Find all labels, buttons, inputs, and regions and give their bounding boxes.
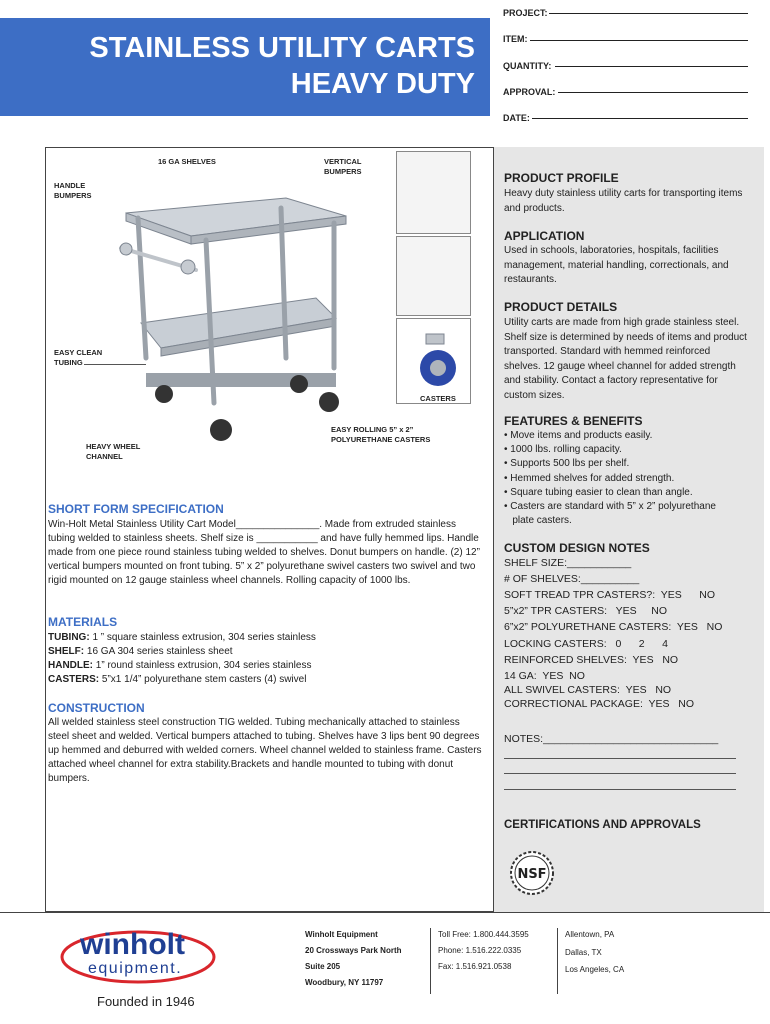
- callout-vertical-bumpers: VERTICAL BUMPERS: [324, 157, 362, 176]
- title-line-2: HEAVY DUTY: [290, 68, 475, 100]
- custom-line-shelf-size: SHELF SIZE:___________: [504, 557, 632, 569]
- location-allentown: Allentown, PA: [565, 930, 615, 939]
- features-list: [504, 429, 749, 528]
- date-label: DATE:: [503, 113, 530, 123]
- custom-line-locking: LOCKING CASTERS: 0 2 4: [504, 638, 668, 650]
- fax: Fax: 1.516.921.0538: [438, 962, 512, 971]
- custom-design-heading: CUSTOM DESIGN NOTES: [504, 541, 650, 555]
- short-form-text: Win-Holt Metal Stainless Utility Cart Model_______________. Made from extruded stainless tubing welded to stainless sheets. Shelf size is ___________ and have fully hemmed lips. Handle made from one piece round stainless tubing welded to shelves. Donut bumpers on handle. (2) 12” vertical bumpers mounted on front tubing. 5” x 2” polyurethane swivel casters two swivel and two rigid mounted on 12 gauge stainless wheel channels. Rolling capacity of 1000 lbs.: [48, 519, 480, 586]
- footer-separator: [557, 928, 558, 994]
- callout-handle-bumpers: HANDLE BUMPERS: [54, 181, 92, 200]
- custom-line-14ga: 14 GA: YES NO: [504, 670, 585, 682]
- callout-casters: CASTERS: [420, 394, 456, 403]
- location-los-angeles: Los Angeles, CA: [565, 965, 625, 974]
- short-form-heading: SHORT FORM SPECIFICATION: [48, 502, 224, 516]
- address-city: Woodbury, NY 11797: [305, 978, 384, 987]
- location-dallas: Dallas, TX: [565, 948, 602, 957]
- features-heading: FEATURES & BENEFITS: [504, 414, 643, 428]
- address-suite: Suite 205: [305, 962, 341, 971]
- callout-16ga-shelves: 16 GA SHELVES: [158, 157, 216, 166]
- quantity-field[interactable]: [555, 66, 748, 67]
- custom-line-shelves: # OF SHELVES:__________: [504, 573, 640, 585]
- notes-line[interactable]: [504, 789, 736, 790]
- custom-line-reinforced: REINFORCED SHELVES: YES NO: [504, 654, 679, 666]
- footer-divider: [0, 912, 770, 913]
- address-company: Winholt Equipment: [305, 930, 378, 939]
- product-details-heading: PRODUCT DETAILS: [504, 300, 618, 314]
- title-line-1: STAINLESS UTILITY CARTS: [89, 32, 475, 64]
- product-details-text: Utility carts are made from high grade stainless steel. Shelf size is determined by needs of items and product transported. Standard with hemmed reinforced shelves. 12 gauge wheel channel for added strength and stability. Contact a factory representative for custom sizes.: [504, 317, 747, 401]
- quantity-label: QUANTITY:: [503, 61, 552, 71]
- feature-item: • Hemmed shelves for added strength.: [504, 472, 675, 484]
- product-profile-heading: PRODUCT PROFILE: [504, 171, 619, 185]
- callout-heavy-wheel-channel: HEAVY WHEEL CHANNEL: [86, 442, 141, 461]
- callout-line-tubing: [84, 364, 146, 365]
- feature-item: plate casters.: [504, 515, 572, 527]
- project-field[interactable]: [549, 13, 748, 14]
- phone: Phone: 1.516.222.0335: [438, 946, 522, 955]
- cart-thumbnail-two-shelf: [396, 151, 471, 234]
- feature-item: • Supports 500 lbs per shelf.: [504, 458, 630, 470]
- materials-shelf: SHELF: 16 GA 304 series stainless sheet: [48, 646, 233, 657]
- custom-line-all-swivel: ALL SWIVEL CASTERS: YES NO: [504, 684, 672, 696]
- item-field[interactable]: [530, 40, 748, 41]
- application-heading: APPLICATION: [504, 229, 585, 243]
- notes-label: NOTES:______________________________: [504, 733, 719, 745]
- construction-heading: CONSTRUCTION: [48, 701, 145, 715]
- custom-line-correctional: CORRECTIONAL PACKAGE: YES NO: [504, 698, 695, 710]
- feature-item: • Square tubing easier to clean than angle.: [504, 486, 693, 498]
- cart-thumbnail-three-shelf: [396, 236, 471, 316]
- feature-item: • Move items and products easily.: [504, 430, 653, 441]
- materials-tubing: TUBING: 1 ” square stainless extrusion, 304 series stainless: [48, 632, 316, 643]
- nsf-logo-text: NSF: [517, 867, 547, 882]
- page-title: [20, 30, 475, 102]
- materials-heading: MATERIALS: [48, 615, 118, 629]
- item-label: ITEM:: [503, 34, 528, 44]
- notes-line[interactable]: [504, 758, 736, 759]
- custom-line-soft-tread: SOFT TREAD TPR CASTERS?: YES NO: [504, 589, 716, 601]
- winholt-logo-word: winholt: [80, 928, 185, 961]
- construction-text: All welded stainless steel construction TIG welded. Tubing mechanically attached to stainless steel sheet and welded. Vertical bumpers attached to tubing. Shelves have 3 lips bent 90 degrees up hemmed and deburred with welded corners. Wheel channel welded to stainless frame. Casters attached wheel channel for extra stability.Brackets and handle mounted to tubing with donut bumpers.: [48, 717, 482, 784]
- nsf-logo: [509, 850, 555, 896]
- materials-casters: CASTERS: 5”x1 1/4” polyurethane stem casters (4) swivel: [48, 674, 307, 685]
- address-street: 20 Crossways Park North: [305, 946, 402, 955]
- cart-photo-area: [46, 148, 493, 495]
- custom-line-poly-casters: 6”x2” POLYURETHANE CASTERS: YES NO: [504, 621, 723, 633]
- equipment-logo-word: equipment.: [88, 960, 183, 977]
- caster-thumbnail: [396, 318, 471, 404]
- founded-text: Founded in 1946: [97, 994, 195, 1009]
- project-label: PROJECT:: [503, 8, 548, 18]
- callout-easy-clean-tubing: EASY CLEAN TUBING: [54, 348, 103, 367]
- materials-list: [48, 631, 483, 687]
- approval-field[interactable]: [558, 92, 748, 93]
- certifications-heading: CERTIFICATIONS AND APPROVALS: [504, 819, 701, 831]
- product-profile-text: Heavy duty stainless utility carts for transporting items and products.: [504, 188, 743, 214]
- application-text: Used in schools, laboratories, hospitals, facilities management, material handling, correctionals, and restaurants.: [504, 245, 729, 285]
- materials-handle: HANDLE: 1” round stainless extrusion, 304 series stainless: [48, 660, 312, 671]
- feature-item: • 1000 lbs. rolling capacity.: [504, 444, 622, 456]
- toll-free: Toll Free: 1.800.444.3595: [438, 930, 529, 939]
- notes-line[interactable]: [504, 773, 736, 774]
- feature-item: • Casters are standard with 5” x 2” polyurethane: [504, 501, 716, 513]
- footer-separator: [430, 928, 431, 994]
- date-field[interactable]: [532, 118, 748, 119]
- approval-label: APPROVAL:: [503, 87, 556, 97]
- winholt-logo: [58, 925, 218, 985]
- custom-line-tpr-casters: 5”x2” TPR CASTERS: YES NO: [504, 605, 667, 617]
- callout-easy-rolling-casters: EASY ROLLING 5” x 2” POLYURETHANE CASTERS: [331, 425, 431, 444]
